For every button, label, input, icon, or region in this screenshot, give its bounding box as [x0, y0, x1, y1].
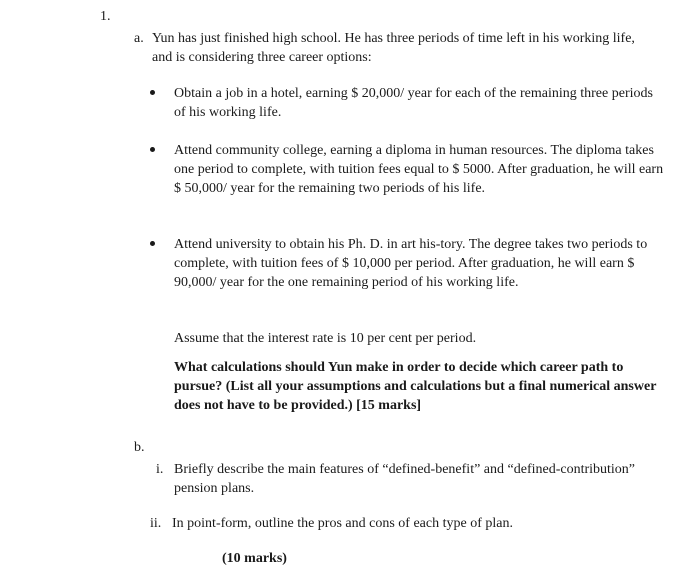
part-b-marks: (10 marks) — [222, 551, 287, 566]
sub-question-i-text: Briefly describe the main features of “defined-benefit” and “defined-contribution” pension plans. — [174, 462, 636, 496]
part-a-label: a. — [134, 31, 144, 46]
bullet-icon — [150, 141, 158, 149]
part-b-label: b. — [134, 440, 145, 455]
career-option-hotel: Obtain a job in a hotel, earning $ 20,000/ year for each of the remaining three periods of his working life. — [174, 86, 653, 120]
career-option-college: Attend community college, earning a diploma in human resources. The diploma takes one period to complete, with tuition fees equal to $ 5000. After graduation, he will earn $ 50,000/ year for the remaining two periods of his life. — [174, 143, 664, 196]
sub-question-ii-text: In point-form, outline the pros and cons of each type of plan. — [172, 516, 513, 531]
sub-question-ii-label: ii. — [150, 516, 162, 531]
part-a-task: What calculations should Yun make in order to decide which career path to pursue? (List all your assumptions and calculations but a final numerical answer does not have to be provided.) [15 marks] — [174, 360, 657, 413]
bullet-icon — [150, 235, 158, 243]
bullet-icon — [150, 84, 158, 92]
question-number: 1. — [100, 9, 111, 24]
sub-question-i-label: i. — [156, 462, 164, 477]
career-option-university: Attend university to obtain his Ph. D. in art his-tory. The degree takes two periods to complete, with tuition fees of $ 10,000 per period. After graduation, he will earn $ 90,000/ year for the one remaining period of his working life. — [174, 237, 648, 290]
interest-rate-assumption: Assume that the interest rate is 10 per cent per period. — [174, 331, 477, 346]
part-a-intro: Yun has just finished high school. He has three periods of time left in his working life, and is considering three career options: — [152, 31, 635, 65]
